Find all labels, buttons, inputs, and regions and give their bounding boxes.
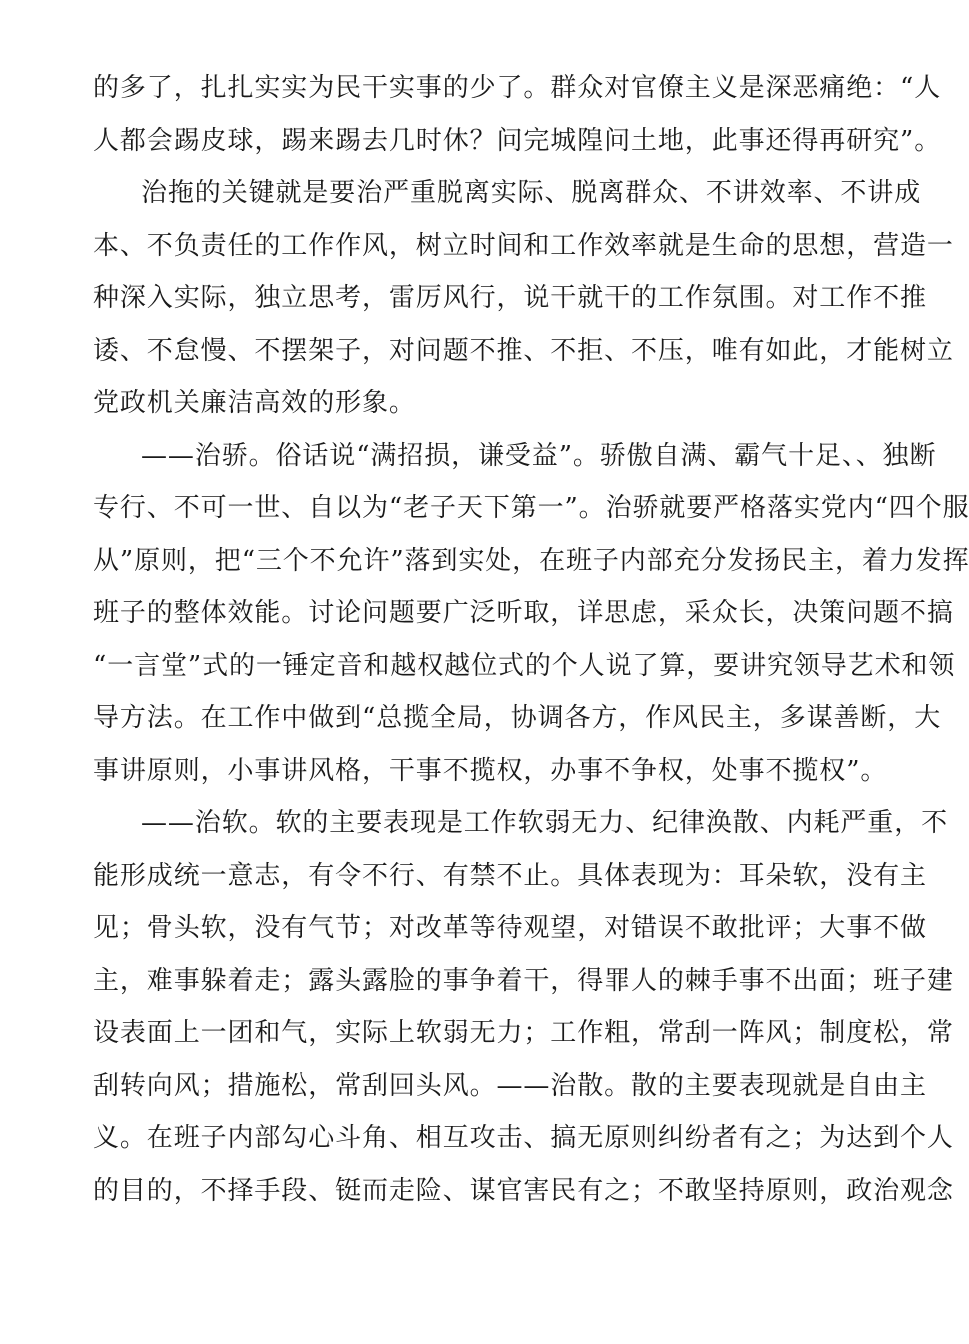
text-line: 导方法。在工作中做到“总揽全局，协调各方，作风民主，多谋善断，大 (93, 703, 942, 733)
text-line: 主，难事躲着走；露头露脸的事争着干，得罪人的棘手事不出面；班子建 (93, 965, 954, 996)
text-line: 党政机关廉洁高效的形象。 (93, 388, 416, 418)
text-line: 从”原则，把“三个不允许”落到实处，在班子内部充分发扬民主，着力发挥 (93, 545, 969, 576)
text-line: 的多了，扎扎实实为民干实事的少了。群众对官僚主义是深恶痛绝：“人 (93, 73, 942, 103)
text-line: 本、不负责任的工作作风，树立时间和工作效率就是生命的思想，营造一 (93, 230, 954, 261)
text-line: ——治软。软的主要表现是工作软弱无力、纪律涣散、内耗严重，不 (141, 808, 949, 838)
text-line: 设表面上一团和气，实际上软弱无力；工作粗，常刮一阵风；制度松，常 (93, 1018, 954, 1048)
text-line: 人都会踢皮球，踢来踢去几时休？问完城隍问土地，此事还得再研究”。 (93, 125, 942, 156)
text-line: 能形成统一意志，有令不行、有禁不止。具体表现为：耳朵软，没有主 (93, 860, 927, 891)
text-line: 专行、不可一世、自以为“老子天下第一”。治骄就要严格落实党内“四个服 (93, 493, 969, 523)
text-line: 治拖的关键就是要治严重脱离实际、脱离群众、不讲效率、不讲成 (141, 178, 922, 208)
text-line: 诿、不怠慢、不摆架子，对问题不推、不拒、不压，唯有如此，才能树立 (93, 335, 954, 366)
paragraph (93, 797, 954, 1217)
text-line: 义。在班子内部勾心斗角、相互攻击、搞无原则纠纷者有之；为达到个人 (93, 1123, 954, 1153)
text-line: 的目的，不择手段、铤而走险、谋官害民有之；不敢坚持原则，政治观念 (93, 1175, 954, 1206)
document-page (93, 62, 969, 1217)
paragraph (93, 430, 969, 798)
paragraph (93, 167, 954, 430)
text-line: 班子的整体效能。讨论问题要广泛听取，详思虑，采众长，决策问题不搞 (93, 598, 954, 628)
text-line: ——治骄。俗话说“满招损，谦受益”。骄傲自满、霸气十足、、独断 (141, 440, 937, 471)
text-line: “一言堂”式的一锤定音和越权越位式的个人说了算，要讲究领导艺术和领 (93, 650, 956, 681)
text-line: 刮转向风；措施松，常刮回头风。——治散。散的主要表现就是自由主 (93, 1070, 927, 1101)
paragraph (93, 62, 942, 167)
text-line: 见；骨头软，没有气节；对改革等待观望，对错误不敢批评；大事不做 (93, 913, 927, 943)
text-line: 事讲原则，小事讲风格，干事不揽权，办事不争权，处事不揽权”。 (93, 755, 888, 786)
text-line: 种深入实际，独立思考，雷厉风行，说干就干的工作氛围。对工作不推 (93, 283, 927, 313)
